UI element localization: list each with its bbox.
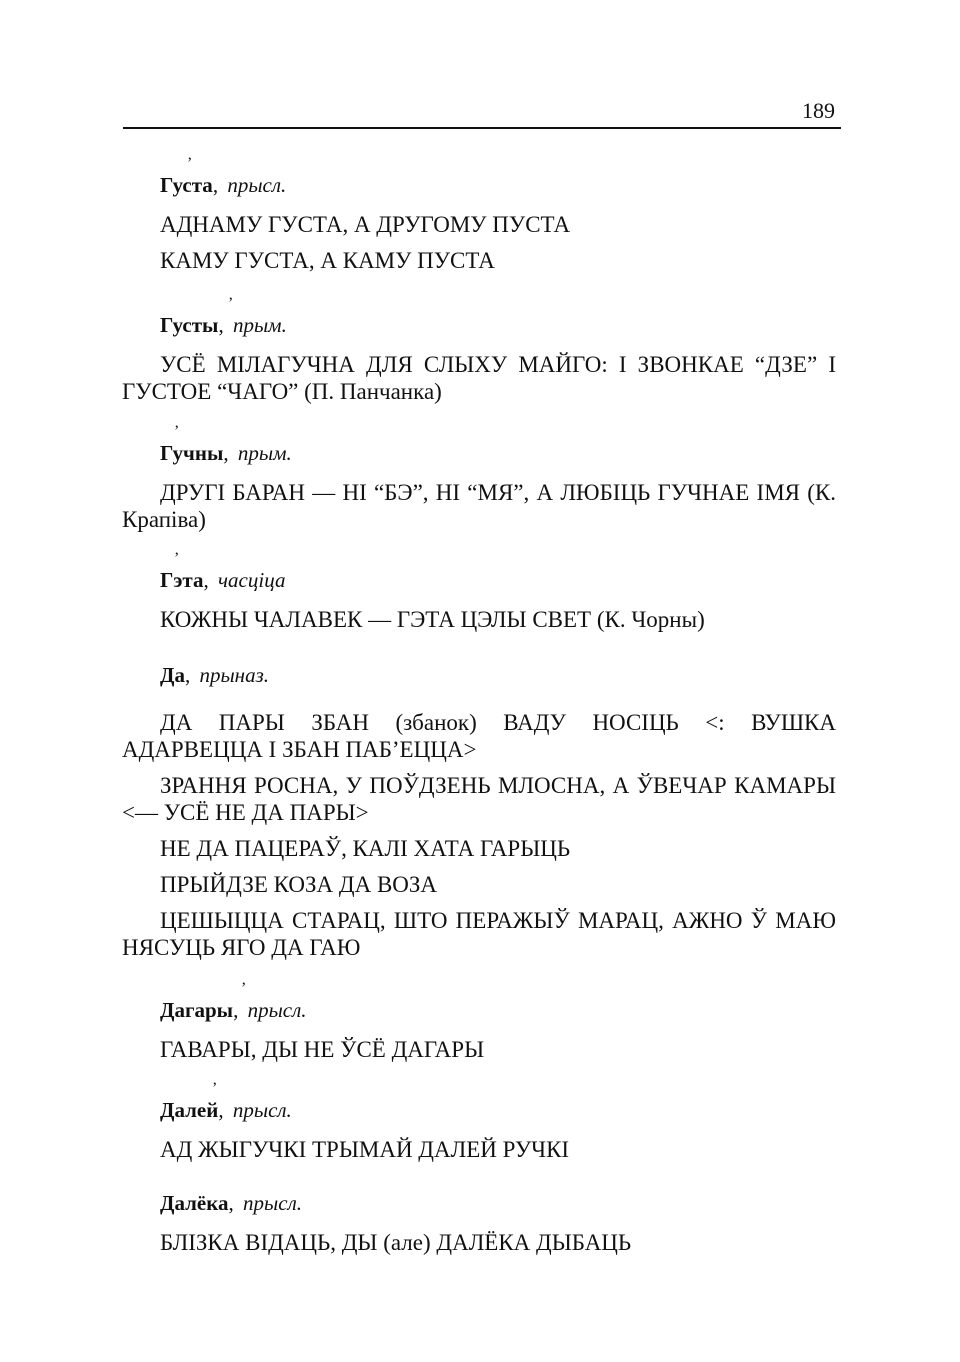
- headword-line: ʼ Далей, прысл.: [160, 1080, 292, 1122]
- proverb: ПРЫЙДЗЕ КОЗА ДА ВОЗА: [160, 872, 438, 897]
- part-of-speech: часціца: [218, 568, 286, 592]
- headword-line: ʼ Густы, прым.: [160, 295, 287, 337]
- proverb: УСЁ МІЛАГУЧНА ДЛЯ СЛЫХУ МАЙГО: І ЗВОНКАЕ “ДЗЕ” І ГУСТОЕ “ЧАГО” (П. Панчанка): [122, 352, 836, 404]
- dictionary-entry: [122, 980, 836, 1063]
- proverb: КАМУ ГУСТА, А КАМУ ПУСТА: [160, 248, 495, 273]
- stress-mark: ʼ: [241, 980, 247, 997]
- dictionary-entry: [122, 155, 836, 274]
- headword: Гучны: [160, 441, 224, 465]
- dictionary-entry: [122, 1080, 836, 1163]
- headword-line: ʼ Густа, прысл.: [160, 155, 287, 197]
- headword-line: ʼ Дагары, прысл.: [160, 980, 307, 1022]
- part-of-speech: прысл.: [232, 1098, 292, 1122]
- proverb: БЛІЗКА ВІДАЦЬ, ДЫ (але) ДАЛЁКА ДЫБАЦЬ: [160, 1230, 632, 1255]
- headword: Густа: [160, 173, 213, 197]
- proverb: ГАВАРЫ, ДЫ НЕ ЎСЁ ДАГАРЫ: [160, 1037, 485, 1062]
- proverb: АД ЖЫГУЧКІ ТРЫМАЙ ДАЛЕЙ РУЧКІ: [160, 1137, 570, 1162]
- dictionary-entry: [122, 662, 836, 961]
- headword-line: Да, прыназ.: [160, 663, 270, 687]
- headword-line: ʼ Гучны, прым.: [160, 423, 292, 465]
- part-of-speech: прым.: [232, 313, 287, 337]
- dictionary-entry: [122, 423, 836, 533]
- part-of-speech: прыназ.: [199, 663, 270, 687]
- dictionary-entry: [122, 295, 836, 405]
- dictionary-entry: [122, 1190, 836, 1256]
- page-number: 189: [802, 98, 835, 123]
- proverb: НЕ ДА ПАЦЕРАЎ, КАЛІ ХАТА ГАРЫЦЬ: [160, 836, 571, 861]
- stress-mark: ʼ: [174, 423, 180, 440]
- part-of-speech: прым.: [237, 441, 292, 465]
- headword: Да: [160, 663, 185, 687]
- headword: Далей: [160, 1098, 219, 1122]
- stress-mark: ʼ: [212, 1080, 218, 1097]
- headword-line: Далёка, прысл.: [160, 1191, 302, 1215]
- proverb: ДРУГІ БАРАН — НІ “БЭ”, НІ “МЯ”, А ЛЮБІЦЬ ГУЧНАЕ ІМЯ (К. Крапіва): [122, 480, 836, 532]
- header-rule: [123, 127, 841, 129]
- proverb: ЦЕШЫЦЦА СТАРАЦ, ШТО ПЕРАЖЫЎ МАРАЦ, АЖНО Ў МАЮ НЯСУЦЬ ЯГО ДА ГАЮ: [122, 908, 836, 960]
- headword: Далёка: [160, 1191, 229, 1215]
- headword: Гэта: [160, 568, 204, 592]
- dictionary-entry: [122, 550, 836, 633]
- proverb: ДА ПАРЫ ЗБАН (збанок) ВАДУ НОСІЦЬ <: ВУШКА АДАРВЕЦЦА І ЗБАН ПАБ’ЕЦЦА>: [122, 710, 836, 762]
- headword: Густы: [160, 313, 219, 337]
- headword: Дагары: [160, 998, 234, 1022]
- part-of-speech: прысл.: [227, 173, 287, 197]
- proverb: АДНАМУ ГУСТА, А ДРУГОМУ ПУСТА: [160, 212, 571, 237]
- stress-mark: ʼ: [187, 155, 193, 172]
- stress-mark: ʼ: [228, 295, 234, 312]
- proverb: ЗРАННЯ РОСНА, У ПОЎДЗЕНЬ МЛОСНА, А ЎВЕЧАР КАМАРЫ <— УСЁ НЕ ДА ПАРЫ>: [122, 773, 836, 825]
- headword-line: ʼ Гэта, часціца: [160, 550, 286, 592]
- part-of-speech: прысл.: [243, 1191, 302, 1215]
- part-of-speech: прысл.: [247, 998, 307, 1022]
- stress-mark: ʼ: [174, 550, 180, 567]
- proverb: КОЖНЫ ЧАЛАВЕК — ГЭТА ЦЭЛЫ СВЕТ (К. Чорны): [160, 607, 705, 632]
